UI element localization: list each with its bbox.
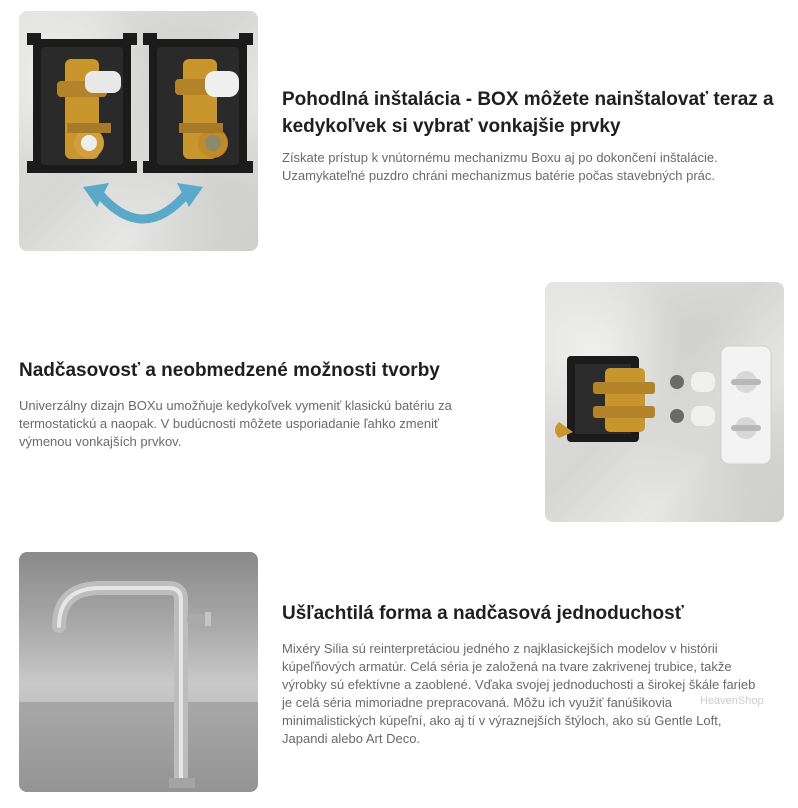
mounting-boxes-illustration [19, 11, 258, 251]
feature-3-image [19, 552, 258, 792]
swap-arrow-icon [83, 183, 203, 219]
feature-1-image [19, 11, 258, 251]
mounting-box-left [27, 33, 137, 173]
watermark: HeavenShop [700, 695, 764, 707]
feature-3-description: Mixéry Silia sú reinterpretáciou jedného z najklasickejších modelov v histórii kúpeľňových armatúr. Celá séria je založená na tvare zakrivenej trubice, takže výrobky sú efektívne a zaoblené. Vďaka svojej jednoduchosti a širokej škále farieb je celá séria mimoriadne prepracovaná. Môžu ich využiť fanúšikovia minimalistických kúpeľní, ako aj tí v výraznejších štýloch, ako sú Gentle Loft, Japandi alebo Art Deco. [282, 641, 756, 746]
mounting-box-right [143, 33, 253, 173]
feature-2-image [545, 282, 784, 522]
feature-1-description: Získate prístup k vnútornému mechanizmu Boxu aj po dokončení inštalácie. Uzamykateľné puzdro chráni mechanizmus batérie počas stavebných prác. [282, 150, 718, 183]
exploded-box-illustration [545, 282, 784, 522]
faucet-illustration [19, 552, 258, 792]
feature-2-description: Univerzálny dizajn BOXu umožňuje kedykoľvek vymeniť klasickú batériu za termostatickú a naopak. V budúcnosti môžete usporiadanie ľahko zmeniť výmenou vonkajších prvkov. [19, 398, 452, 449]
feature-1-title: Pohodlná inštalácia - BOX môžete nainštalovať teraz a kedykoľvek si vybrať vonkajšie prvky [282, 89, 774, 137]
feature-2-title: Nadčasovosť a neobmedzené možnosti tvorby [19, 360, 440, 381]
feature-3-title: Ušľachtilá forma a nadčasová jednoduchosť [282, 603, 684, 624]
